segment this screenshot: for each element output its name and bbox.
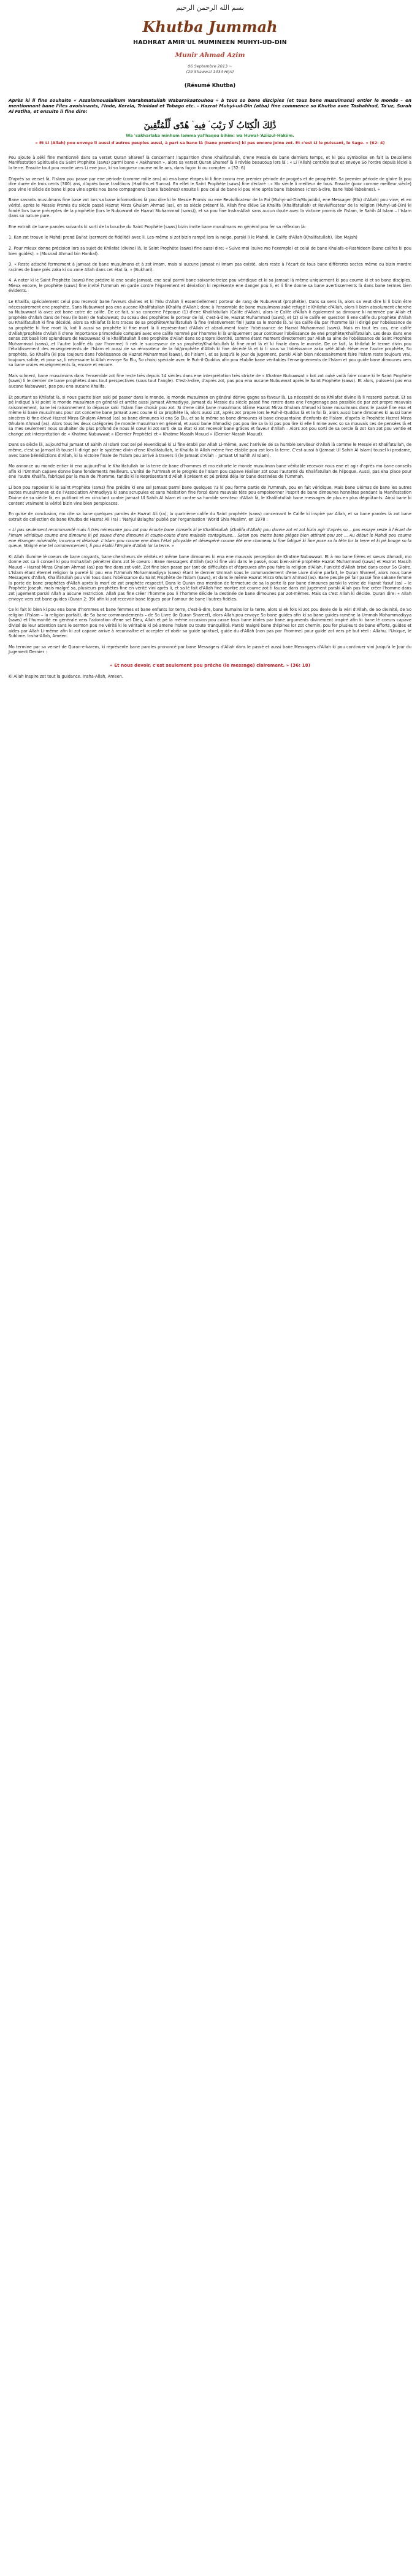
paragraph-guides: Ce ki fait ki bien ki pou ena bane d'hommes et bane femmes et bane enfants lor terre, c'est-à-dire, bane humains lor la terre, alors si ek fois ki zot pou devie de la véri d'Allah, de So divinité, de So religion (l'Islam – la religion parfait), de So bane commandements – de So Livre (le Quran Shareef), alors Allah pou envoye So bane guides afin ki sa bane guides ramène la Ummah Mohammadiyya (saws) et l'humanité en générale vers l'adoration d'ene sel Dieu, Allah et pé la même occasion pou casse tous bane idoles par bane arguments divinement inspiré afin ki bane lé coeurs capave divisé de leur attention sans le sermon pou ne vérité ki le véritable ki pé amene l'Islam ou toute tranquillité. Parski malgré bane d'épines lor zot chemin, pou fer plusieurs de bane efforts, guides et aides par Allah Li-même afin ki zot capave arrive à reconnaître et accepter et obéir sa guide spirituel, guide du d'Allah (non pas par l'homme) pour guide zot vers pé but réel : Allahu, l'Unique, le Sublime. Insha-Allah, Ameen. [9,607,411,639]
verse-transliteration: Wa 'sakharlaka minhum lamma yal'haqou bihim: wa Huwal-'Aziizul-Hakiim. [126,132,294,138]
paragraph-khalifa: Le Khalifa, spécialement celui pou recevoir bane faveurs divines et ki l'Élu d'Allah li essentiellement porteur de rang de Nubuwwat (prophétie). Dans sa sens là, alors sa veut dire ki li bizin être nécessairement ene prophète. Sans Nubuwwat pas ena aucane Khalifatullah (Khalifa d'Allah); donc à l'ensemble de bane musulmans zaké refugé le Khilafat d'Allah, alors li bizin absolument cherche sa Nubuwwat là avec zot bane cotre de calife. De ce fait, si sa concerne l'époque (1) d'ene Khalifatullah (Calife d'Allah), alors le Calife d'Allah li également sa dimoune ki nommée par Allah et prophète d'Allah dans de l'eau (le bain) de Nubuwwat; du sceau des prophètes le porteur de loi, c'est-à-dire, Hazrat Muhammad (saws), et (2) si le calife en question li ene calife du prophète d'Allah ou Khalifatullah ki fine décédé, alors sa Khilafat là lors traces de sa prophète/Khalifatullah là fine (relativement fini) juste sa le monde là. Si (sa calife élu par l'homme là) li dirigé par l'obéissance de sa prophète ki fine mort là, kot li aussi sa prophète ki fine mort là li représentant d'Allah et absolument toute l'obéissance de Hazrat Muhammad (saws). Mais en tout les cas, ene calife d'Allah/prophète d'Allah li d'ene importance primordiale comparé avec ene calife nommé par l'homme ki là uniquement pour continuer l'obéissance de ene prophète/Khalifatullah. Les deux dans ene sense zot basé lors splendeurs de Nubuwwat ki le khalifatullah li ene prophète d'Allah dans so propre identité, comme étant moment directement par Allah sa aine de l'obéissance de Saint Prophète Muhammad (saws), et l'autre (calife élu par l'homme) li nek le successeur de sa prophète/Khalifatullah là fine mort là et ki finale dans le monde. De ce fait, la khilafat le terme divin pou l'établissement des enseignements de l'Islam et aussi de sa rénovateur de la foi/prophète d'Allah ki fine décédé là et ki li sous so l'obéissance zaka sélé Allah élève ene l'autre prophète, So prophète, So Khalifa (ki pou toujours dans l'obéissance de Hazrat Muhammad (saws), de l'Islam), et sa jusqu'à le Jour du Jugement, parski Allah bien nécessairement faire l'Islam reste toujours vrai, toujours solide, et pour sa, li nécessaire ki Allah envoye So Élu, So choisi spéciale avec le Ruh-il-Quddus afin pou établie bane véritables l'enseignements de l'Islam et pou guide bane dimounes vers sa bane vraies enseignements là, encore et encore. [9,299,411,368]
bismillah: بسم الله الرحمن الرحيم [176,4,244,12]
quote-hazrat-ali: « Li pas seulement recommandé mais li très nécessaire pou zot pou écoute bane conseils ki le Khalifatullah (Khalifa d'Allah) pou donne zot et zot bizin agir d'après so... pas essaye reste à l'écart de l'Imam véridique coume ene dimoune ki pé sauve d'ene dimoune ki coupe-coute d'ene maladie contagieuse... Satan pou mette bane pièges bien attirant pou zot ... Au début le Mahdi pou coume ene étranger misérable, inconnu et délaissé. L'Islam pou coume ene dans l'état pitoyable et désespéré coume été ene chameau ki fine fatigué ki fine pose so la tête lor la terre et ki pé bouge so la queue. Malgré ene tel commencement, li pou établi l'Empire d'Allah lor la terre. » [9,527,411,549]
closing-verse: « Et nous devoir, c'est seulement pou prêche (le message) clairement. » (36: 18) [110,662,310,668]
subtitle: HADHRAT AMIR'UL MUMINEEN MUHYI-UD-DIN [133,39,287,46]
verse-translation: « Et Li (Allah) pou envoye li aussi d'autres peuples aussi, à part sa bane là (bane premiers) ki pas encore joine zot. Et c'est Li le puissant, le Sage. » (62: 4) [35,140,385,146]
list-item-1: 1. Kan zot trouve le Mahdi prend Bai'at (serment de fidélité) avec li. Les-même si zot bizin rampé lors la neige, parski li le Mahdi, le Calife d'Allah (Khalifatullah). (Ibn Majah) [9,235,357,240]
quran-verse-arabic: ذَٰلِكَ الْكِتَابُ لَا رَيْبَ ۛ فِيهِ ۛ هُدًى لِّلْمُتَّقِينَ [143,120,277,131]
intro-paragraph: Après ki li fine souhaite « Assalamoualaikum Warahmatullah Wabarakaatouhou » à tous so bane disciples (et tous bane musulmans) entier le monde – en mentionnant bane l'îles avoisinants, l'Inde, Kerala, Trinidad et Tobago etc. – Hazrat Muhyi-ud-Din (atba) fine commence so Khutba avec Tashahhud, Ta'uz, Surah Al Fatiha, et ensuite li fine dire: [9,98,411,115]
date-gregorian: 06 Septembre 2013 ~ [188,64,232,69]
paragraph-termine: Mo termine par sa verset de Quran-e-karem, ki représente bane paroles prononcé par bane Messagers d'Allah dans le passé et aussi bane Messagers d'Allah ki pou continuer vini Jusqu'à le Jour du Jugement Dernier : [9,644,411,655]
final-prayer: Ki Allah inspire zot tout la guidance. Insha-Allah, Ameen. [9,673,123,679]
paragraph-conclusion: En guise de conclusion, mo cite sa bane quelques paroles de Hazrat Ali (ra), la quatrième calife du Saint prophète (saws) concernant le Calife ki inspiré par Allah, et sa bane paroles là zot bane extrait de collection de bane Khutba de Hazrat Ali (ra) : 'Nahjul Balagha' publié par l'organisation 'World Shia Muslim', en 1978 : [9,512,411,522]
list-item-3: 3. « Reste attaché fermement à Jamaat de bane musulmans et à zot Imam, mais si aucune Jamaat ni Imam pas existé, alors reste à l'écart de tous bane différents sectes même ou bizin mordre racines de bane piés zaka ki ou zone Allah dans cet état là. » (Bukhari). [9,262,411,272]
paragraph-khatme-nubuwwat: Mais sclment, bane musulmans dans l'ensemble zot fine reste très depuis 14 siècles dans ene interprétation très stricte de « Khatme Nubuwwat » kot zot ouké voilà faire coune ki le Saint Prophète (saws) li le dernier de bane prophètes dans tout perspectives (sous tout l'angle). C'est-à-dire, d'après zot, pas pou ena aucane Nubuwwat après le Saint Prophète (saws). Et alors, puisse-ki pas ena aucane Nubuwwat, pas pou ena aucane Khalifa. [9,373,411,389]
page-title: Khutba Jummah [142,18,278,36]
paragraph-2: D'après sa verset là, l'Islam pou passe par ene période (comme mille ans) où ena bane étapes ki li fine connu ene premier période de progrès et de prospérité. Sa premier période de gloire là pou dire durée de trois cents (300) ans, d'après bane traditions (Hadiths et Sunna). En effet le Saint Prophète (saws) fine déclaré : « Mo siècle li meilleur de tous. Ensuite (pour comme meilleur siècle) pou vine le siècle de bane ki pou vine après nou bane compagnons (bane Tabeènes) ensuite li pou celui de bane ki pou vine après bane Tabeènes (c'est-à-dire, bane Tabé-Tabeènes). » [9,176,411,192]
resume-heading: (Résumé Khutba) [184,83,236,89]
author-name: Munir Ahmad Azim [175,52,245,59]
paragraph-monde-musulman: Et pourtant sa Khilafat là, si nous guette bien saki pé passer dans le monde, le monde musulman en général dérive gagne sa faveur là. La nécessité de sa Khilafat divine là li ressenti partout. Et sa pé indiqué à ki point le monde musulman en général et arrête aussi Jamaat Ahmadiyya, Jamaat du Messie du siècle passé fine rentre dans ene l'engrenage pas possible de par zot propre mauvais raisonnement, bane lei raisonnement lo dépasse saki l'Islam fine choisir pou zot. Si d'ene côté bane musulmans blâme Hazrat Mirza Ghulam Ahmad ki bane musulmans dans le passé fine ena et même ki bane musulmans pour zot concerne bane Jamaat avec coune ki sa prophète là, alors aussi zot, après zot propre lors le Ruh-il-Quddus là et la foi là, alors aussi bane dimounes ki aussi bane sincères ki fine élevé Hazrat Mirza Ghulam Ahmad (as) sa bane dimounes ki ena So Élu, et sa la même sa bane dimounes ki bane cinquantaine d'enfants de l'Islam, d'après le Prophète Hazrat Mirza Ghulam Ahmad (as). Alors tous les deux catégories (le monde musulman en général, et aussi bane Ahmadis) pas pou lire sa la ki pas pou lire ki elle li mine avec so sa mauvais ces de pensées là et sa mes seulement nous souhaiter du plus profond de nous lé cœur ki zot sorti de sa état ki zot recevoir bane grâces et faveur d'Allah – Alors zot pou sorti de sa cercle là zot kan zot pou ventie et change zot interprétation de « Khatme Nubuwwat » (Dernier Prophète) et « Khatme Massih Mouud » (Dernier Massih Mauud). [9,394,411,437]
list-item-4: 4. A noter ki le Saint Prophète (saws) fine prédire ki ene seule Jamaat, ene seul parmi bane soixante-treize pou véridique et ki sa Jamaat là même uniquement ki pou coume ki et so bane disciples. Mieux encore, le prophète (saws) fine invité l'Ummah en garde contre l'égarement et déviation ki représente ene danger pou li, et li fine donne sa bane avertissements là dans bane termes bien évidents. [9,278,411,294]
paragraph-annonce: Mo annonce au monde entier ki ena aujourd'hui le Khalifatullah lor la terre de bane d'hommes et mo exhorte le monde musulman bane véritable recevoir nous ene et agir d'après mo bane conseils afin ki l'Ummah capave donne bane fondements meilleurs. L'unité de l'Ummah et le progrès de l'Islam pou capave réaliser zot sous l'autorité du Khalifatullah de l'époque. Aussi, pas ena place pour ene l'autre Khalifa, fabriqué par la main de l'homme, tandis ki le Représentant d'Allah li présent et pé prêsté déja lor bane destinées de l'Ummah. [9,464,411,480]
list-item-2: 2. Pour mieux donne précision lors sa sujet de Khilafat (divine) là, le Saint Prophète (saws) fine aussi dire: « Suive moi (suive mo l'exemple) et celui de bane Khulafa-e-Rashideen (bane califes ki pou bien guidés). » (Musnad Ahmad bin Hanbal). [9,245,411,256]
date-hijri: (29 Shawwal 1434 Hijri) [186,69,234,74]
paragraph-jamaat: Dans sa siècle là, aujourd'hui Jamaat Ul Sahih Al Islam tout sel pé revendiqué ki Li fine établi par Allah Li-même, avec l'arrivée de sa humble serviteur d'Allah là comme le Messie et Khalifatullah, de même, c'est sa Jamaat là tousel li dirigé par le système divin d'ene Khalifatullah, le Khalifa ki Allah même fine établie pou zot lors la terre. C'est aussi à (Jamaat Ul Sahih Al Islam) tousel ki prodame, avec bane bénédictions d'Allah, ki la victoire finale de l'Islam pou arrivé à travers li (le Jamaat d'Allah – Jamaat Ul Sahih Al Islam). [9,442,411,458]
paragraph-73-sectes: Li bon pou rappeler ki le Saint Prophète (saws) fine prédire ki ene sel Jamaat parmi bane quelques 73 ki pou forme partie de l'Ummah, pou en fait véridique. Mais bane Ulémas de bane les autres sectes musulmanes et de l'Association Ahmadiyya ki sans scrupules et sans hésitation fine forcé dans mauvais tête pou empoisonner l'esprit de bane dimounes honnêtes pendant la Manifestation Divine de sa siècle là, en publiant et en circulant contre Jamaat Ul Sahih Al Islam et contre sa humble serviteur d'Allah là, le Khalifatullah bane messages de plus en plus dégoûtants. Ainsi bane ki content vraiment la vérité bizin vine bien perspicaces. [9,485,411,506]
paragraph-illumine: Ki Allah illumine lé coeurs de bane croyants, bane chercheurs de vérités et même bane dimounes ki ena ene mauvais perception de Khatme Nubuwwat. Et à mo bane frères et sœurs Ahmadi, mo donne zot sa li conseil ki pou InshaAllah pénétrer dans zot lé coeurs : Bane messagers d'Allah (as) ki fine vini dans le passé, nous bien-aimé prophète Hazrat Muhammad (saws) et Hazrat Massih Mauud – Hazrat Mirza Ghulam Ahmad (as) pas fine dans zot volé. Zot fine bien passe par tant de difficultés et d'épreuves afin pou faire la religion d'Allah, l'unicité d'Allah brisé dans coeur So Gloire. L'Islam étant éternel religion la pureté ki pou ena l'Ummah Mohammadiyya (saws) étant le dernier Ummah sous le commandement d'ene Livre divine parfait, le Quran Shareef, alors nous bane Messagers d'Allah, Khalifatullah pou vini tous dans l'obéissance du Saint Prophète de l'Islam (saws), et dans le même Hazrat Mirza Ghulam Ahmad (as). Bane peuple pé fair passé fine sakane femme la porte de bane prophètes d'Allah après la mort de zot prophète respectif. Dans le Quran ena mention de fermeture de sa la porte là par bane dimounes parski la veine de Hazrat Yusuf (as) – le Prophète Joseph, mais malgré sa, plusieurs prophètes fine en vérité vini après li, et sa lé fait d'Allah fine montré zot coume zot ti fausse dans zot jugement parski Allah pas fine créer l'homme dans zot jugement parski Allah a ascune restriction. Allah pas fine créer l'homme pou li l'homme décide la destinée de bane dimounes par zot-mêmes. Mais sa c'est Allah ki décide. Quran dire: « Allah envoye vers zot bane guides (Quran 2: 39) afin ki zot recevoir bane lègues pour l'amour de bane l'autres fidèles. [9,554,411,602]
paragraph-1: Pou ajoute à séki fine mentionné dans sa verset Quran Shareef là concernant l'apparition d'ene Khalifatullah, d'ene Messie de bane derniers temps, et ki pou symbolise en fait la Deuxième Manifestation Spirituelle du Saint Prophète (saws) parmi bane « Aakhareen », alors sa verset Quran Shareef là li révèle beaucoup lors là : « Li (Allah) contrôle tout et envoye So l'ordre depuis léciel à la terre. Ensuite tout pou monte vers Li ene jour, ki so longueur coume mille ans, dans façon ki ou compter. » (32: 6) [9,155,411,171]
paragraph-4: Ene extrait de bane paroles suivants ki sorti de la bouche du Saint Prophète (saws) bizin invite bane musulmans en général pou fer sa réflexion là: [9,224,307,229]
date-block [9,64,411,75]
paragraph-3: Bane savants musulmans fine base zot lors sa bane informations là pou dire ki le Messie Promis ou ene Revivificateur de la Foi (Muhyi-ud-Din/Mujaddid, ene Messager (Elu) d'Allah) pou vine; et en vérité, après le Messie Promis du siècle passé Hazrat Mirza Ghulam Ahmad (as), en sa siècle présent là, Allah fine élève So Khalifa (Khalifatullah) et Revivificateur de la religion (Muhyi-ud-Din) ki fondé lors bane préceptes de la prophétie (lors le Nubuwwat de Hazrat Muhammad (saws)), et sa pou fine Insha-Allah sans aucun doute avec la victoire promis de l'Islam, le Sahih Al Islam – l'Islam dans so nature pure. [9,197,411,219]
